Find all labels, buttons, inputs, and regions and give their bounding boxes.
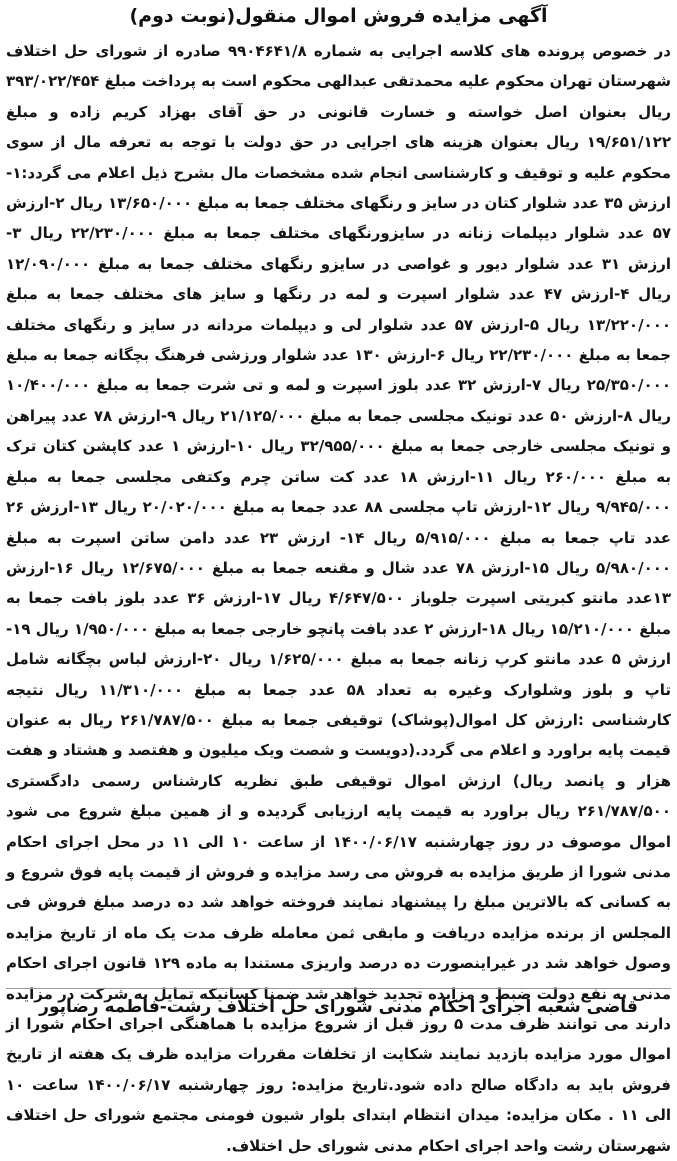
notice-body: در خصوص پرونده های کلاسه اجرایی به شماره ۹۹۰۴۶۴۱/۸ صادره از شورای حل اختلاف شهرستان تهران محکوم علیه محمدتقی عبدالهی محکوم است به پرداخت مبلغ ۳۹۳/۰۲۲/۴۵۴ ریال بعنوان اصل خواسته و خسارت قانونی در حق آقای بهزاد کریم زاده و مبلغ ۱۹/۶۵۱/۱۲۲ ریال بعنوان هزینه های اجرایی در حق دولت با توجه به تعرفه مال از سوی محکوم علیه و توقیف و کارشناسی انجام شده مشخصات مال بشرح ذیل اعلام می گردد:۱-ارزش ۳۵ عدد شلوار کتان در سایز و رنگهای مختلف جمعا به مبلغ ۱۳/۶۵۰/۰۰۰ ریال ۲-ارزش ۵۷ عدد شلوار دیپلمات زنانه در سایزورنگهای مختلف جمعا به مبلغ ۲۲/۲۳۰/۰۰۰ ریال ۳-ارزش ۳۱ عدد شلوار دیور و غواصی در سایزو رنگهای مختلف جمعا به مبلغ ۱۲/۰۹۰/۰۰۰ ریال ۴-ارزش ۴۷ عدد شلوار اسپرت و لمه در رنگها و سایز های مختلف جمعا به مبلغ ۱۳/۲۲۰/۰۰۰ ریال ۵-ارزش ۵۷ عدد شلوار لی و دیپلمات مردانه در سایز و رنگهای مختلف جمعا به مبلغ ۲۲/۲۳۰/۰۰۰ ریال ۶-ارزش ۱۳۰ عدد شلوار ورزشی فرهنگ بچگانه جمعا به مبلغ ۲۵/۳۵۰/۰۰۰ ریال ۷-ارزش ۳۲ عدد بلوز اسپرت و لمه و تی شرت جمعا به مبلغ ۱۰/۴۰۰/۰۰۰ ریال ۸-ارزش ۵۰ عدد تونیک مجلسی جمعا به مبلغ ۲۱/۱۲۵/۰۰۰ ریال ۹-ارزش ۷۸ عدد پیراهن و تونیک مجلسی خارجی جمعا به مبلغ ۳۲/۹۵۵/۰۰۰ ریال ۱۰-ارزش ۱ عدد کاپشن کتان ترک به مبلغ ۲۶۰/۰۰۰ ریال ۱۱-ارزش ۱۸ عدد کت ساتن چرم وکتفی مجلسی جمعا به مبلغ ۹/۹۴۵/۰۰۰ ریال ۱۲-ارزش تاپ مجلسی ۸۸ عدد جمعا به مبلغ ۲۰/۰۲۰/۰۰۰ ریال ۱۳-ارزش ۲۶ عدد تاپ جمعا به مبلغ ۵/۹۱۵/۰۰۰ ریال ۱۴- ارزش ۲۳ عدد دامن ساتن اسپرت به مبلغ ۵/۹۸۰/۰۰۰ ریال ۱۵-ارزش ۷۸ عدد شال و مقنعه جمعا به مبلغ ۱۲/۶۷۵/۰۰۰ ریال ۱۶-ارزش ۱۳عدد مانتو کبریتی اسپرت جلوباز ۴/۶۴۷/۵۰۰ ریال ۱۷-ارزش ۳۶ عدد بلوز بافت جمعا به مبلغ ۱۵/۲۱۰/۰۰۰ ریال ۱۸-ارزش ۲ عدد بافت پانچو خارجی جمعا به مبلغ ۱/۹۵۰/۰۰۰ ریال ۱۹-ارزش ۵ عدد مانتو کرپ زنانه جمعا به مبلغ ۱/۶۲۵/۰۰۰ ریال ۲۰-ارزش لباس بچگانه شامل تاپ و بلوز وشلوارک وغیره به تعداد ۵۸ عدد جمعا به مبلغ ۱۱/۳۱۰/۰۰۰ ریال نتیجه کارشناسی :ارزش کل اموال(پوشاک) توقیفی جمعا به مبلغ ۲۶۱/۷۸۷/۵۰۰ ریال به عنوان قیمت پایه براورد و اعلام می گردد.(دویست و شصت ویک میلیون و هفتصد و هشتاد و هفت هزار و پانصد ریال) ارزش اموال توقیفی طبق نظریه کارشناس رسمی دادگستری ۲۶۱/۷۸۷/۵۰۰ ریال براورد به قیمت پایه ارزیابی گردیده و از همین مبلغ شروع می شود اموال موصوف در روز چهارشنبه ۱۴۰۰/۰۶/۱۷ از ساعت ۱۰ الی ۱۱ در محل اجرای احکام مدنی شورا از طریق مزایده به فروش می رسد مزایده و فروش از قیمت پایه فوق شروع و به کسانی که بالاترین مبلغ را پیشنهاد نمایند فروخته خواهد شد ده درصد مبلغ فروش فی المجلس از برنده مزایده دریافت و مابقی ثمن معامله ظرف مدت یک ماه از تاریخ مزایده وصول خواهد شد در غیراینصورت ده درصد واریزی مستندا به ماده ۱۲۹ قانون اجرای احکام مدنی به نفع دولت ضبط و مزایده تجدید خواهد شد ضمنا کسانیکه تمایل به شرکت در مزایده دارند می توانند ظرف مدت ۵ روز قبل از شروع مزایده با هماهنگی اجرای احکام شورا از اموال مورد مزایده بازدید نمایند شکایت از تخلفات مقررات مزایده ظرف یک هفته از تاریخ فروش باید به دادگاه صالح داده شود.تاریخ مزایده: روز چهارشنبه ۱۴۰۰/۰۶/۱۷ ساعت ۱۰ الی ۱۱ . مکان مزایده: میدان انتظام ابتدای بلوار شیون فومنی مجتمع شورای حل اختلاف شهرستان رشت واحد اجرای احکام مدنی شورای حل اختلاف. (5, 42, 672, 1155)
notice-signature: قاضی شعبه اجرای احکام مدنی شورای حل اختلاف رشت-فاطمه رضاپور (39, 997, 638, 1017)
notice-title: آگهی مزایده فروش اموال منقول(نوبت دوم) (129, 5, 548, 27)
footer-divider (6, 988, 671, 989)
